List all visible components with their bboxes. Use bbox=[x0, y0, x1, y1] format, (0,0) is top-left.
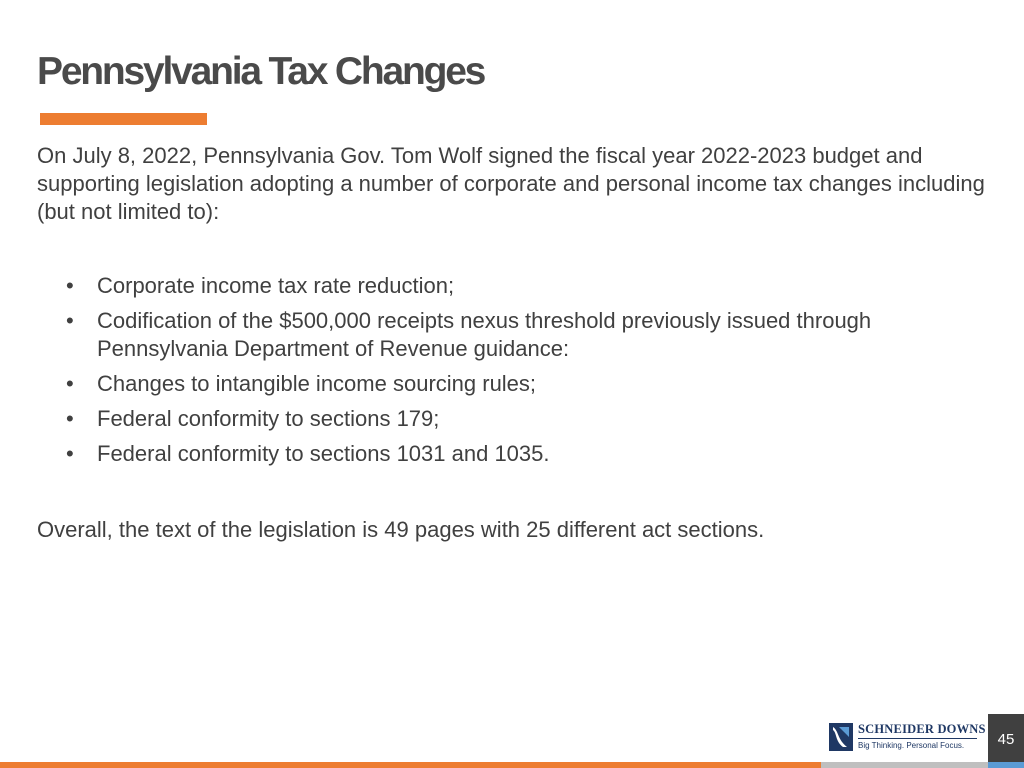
bullet-icon: • bbox=[66, 406, 74, 431]
list-item-text: Codification of the $500,000 receipts nexus threshold previously issued through Pennsylvania Department of Revenue guidance: bbox=[97, 308, 872, 361]
bullet-icon: • bbox=[66, 371, 74, 396]
list-item bbox=[66, 370, 977, 398]
bullet-icon: • bbox=[66, 273, 74, 298]
title-underline bbox=[40, 113, 207, 125]
schneider-downs-logo-icon bbox=[829, 723, 853, 751]
slide-title: Pennsylvania Tax Changes bbox=[37, 50, 485, 93]
page-number: 45 bbox=[997, 731, 1015, 748]
list-item bbox=[66, 405, 977, 433]
bullet-icon: • bbox=[66, 441, 74, 466]
company-logo bbox=[829, 721, 986, 753]
summary-paragraph: Overall, the text of the legislation is 49 pages with 25 different act sections. bbox=[37, 517, 765, 542]
list-item bbox=[66, 307, 977, 363]
logo-divider bbox=[858, 738, 977, 739]
list-item-text: Federal conformity to sections 179; bbox=[97, 406, 440, 431]
footer-bar-gray bbox=[821, 762, 988, 768]
list-item-text: Federal conformity to sections 1031 and 1035. bbox=[97, 441, 550, 466]
footer-bar-orange bbox=[0, 762, 821, 768]
logo-tagline: Big Thinking. Personal Focus. bbox=[858, 741, 965, 750]
list-item-text: Corporate income tax rate reduction; bbox=[97, 273, 455, 298]
logo-company-name: SCHNEIDER DOWNS bbox=[858, 722, 986, 736]
tax-changes-list bbox=[66, 272, 977, 475]
list-item-text: Changes to intangible income sourcing rules; bbox=[97, 371, 537, 396]
intro-paragraph: On July 8, 2022, Pennsylvania Gov. Tom Wolf signed the fiscal year 2022-2023 budget and supporting legislation adopting a number of corporate and personal income tax changes including (but not limited to): bbox=[37, 143, 985, 224]
footer-bar-blue bbox=[988, 762, 1024, 768]
list-item bbox=[66, 440, 977, 468]
list-item bbox=[66, 272, 977, 300]
bullet-icon: • bbox=[66, 308, 74, 333]
